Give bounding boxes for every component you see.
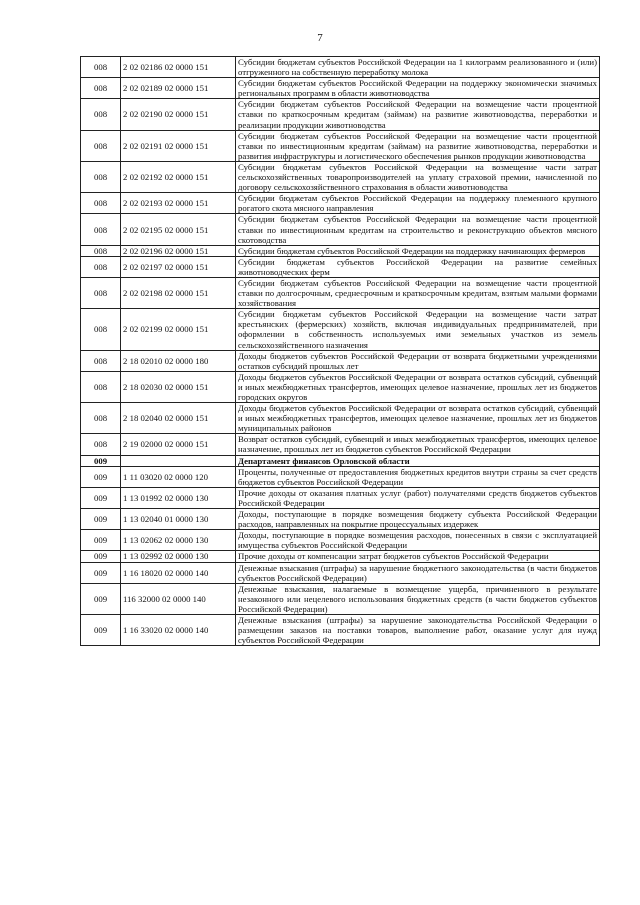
budget-code-cell: 1 13 01992 02 0000 130 bbox=[121, 487, 236, 508]
admin-code-cell: 008 bbox=[81, 214, 121, 245]
table-row bbox=[81, 277, 600, 308]
revenue-name-cell: Денежные взыскания, налагаемые в возмещение ущерба, причиненного в результате незаконного или нецелевого использования бюджетных средств (в части бюджетов субъектов Российской Федерации) bbox=[236, 583, 600, 614]
revenue-name-cell: Прочие доходы от компенсации затрат бюджетов субъектов Российской Федерации bbox=[236, 551, 600, 562]
table-row bbox=[81, 130, 600, 161]
admin-code-cell: 008 bbox=[81, 245, 121, 256]
admin-code-cell: 008 bbox=[81, 193, 121, 214]
revenue-name-cell: Проценты, полученные от предоставления бюджетных кредитов внутри страны за счет средств бюджетов субъектов Российской Федерации bbox=[236, 466, 600, 487]
table-row bbox=[81, 214, 600, 245]
budget-code-cell: 2 02 02195 02 0000 151 bbox=[121, 214, 236, 245]
table-row bbox=[81, 99, 600, 130]
admin-code-cell: 008 bbox=[81, 350, 121, 371]
budget-code-cell: 2 18 02010 02 0000 180 bbox=[121, 350, 236, 371]
budget-code-cell: 2 02 02199 02 0000 151 bbox=[121, 309, 236, 350]
page-number: 7 bbox=[317, 32, 323, 44]
table-row bbox=[81, 562, 600, 583]
table-row bbox=[81, 434, 600, 455]
revenue-name-cell: Денежные взыскания (штрафы) за нарушение бюджетного законодательства (в части бюджетов субъектов Российской Федерации) bbox=[236, 562, 600, 583]
table-row bbox=[81, 509, 600, 530]
revenue-name-cell: Субсидии бюджетам субъектов Российской Федерации на возмещение части затрат крестьянских (фермерских) хозяйств, включая индивидуальных предпринимателей, при оформлении в собственность используемых ими земельных участков из земель сельскохозяйственного назначения bbox=[236, 309, 600, 350]
budget-code-cell: 2 02 02186 02 0000 151 bbox=[121, 57, 236, 78]
revenue-name-cell: Субсидии бюджетам субъектов Российской Федерации на поддержку экономически значимых региональных программ в области животноводства bbox=[236, 78, 600, 99]
admin-code-cell: 009 bbox=[81, 466, 121, 487]
admin-code-cell: 008 bbox=[81, 78, 121, 99]
table-row bbox=[81, 78, 600, 99]
budget-code-cell: 1 13 02992 02 0000 130 bbox=[121, 551, 236, 562]
revenue-name-cell: Субсидии бюджетам субъектов Российской Федерации на возмещение части затрат сельскохозяйственных товаропроизводителей на уплату страховой премии, начисленной по договору сельскохозяйственного страхования в области животноводства bbox=[236, 161, 600, 192]
admin-code-cell: 009 bbox=[81, 551, 121, 562]
table-body bbox=[81, 57, 600, 646]
revenue-name-cell: Субсидии бюджетам субъектов Российской Федерации на поддержку начинающих фермеров bbox=[236, 245, 600, 256]
admin-code-cell: 009 bbox=[81, 562, 121, 583]
budget-code-cell: 1 16 33020 02 0000 140 bbox=[121, 614, 236, 645]
table-row bbox=[81, 487, 600, 508]
budget-code-cell: 1 16 18020 02 0000 140 bbox=[121, 562, 236, 583]
table-row bbox=[81, 256, 600, 277]
revenue-name-cell: Субсидии бюджетам субъектов Российской Федерации на поддержку племенного крупного рогатого скота мясного направления bbox=[236, 193, 600, 214]
revenue-name-cell: Субсидии бюджетам субъектов Российской Федерации на возмещение части процентной ставки по краткосрочным кредитам (займам) на развитие животноводства, переработки и реализации продукции животноводства bbox=[236, 99, 600, 130]
budget-code-cell: 1 13 02062 02 0000 130 bbox=[121, 530, 236, 551]
revenue-name-cell: Субсидии бюджетам субъектов Российской Федерации на возмещение части процентной ставки по долгосрочным, среднесрочным и краткосрочным кредитам, взятым малыми формами хозяйствования bbox=[236, 277, 600, 308]
table-row bbox=[81, 193, 600, 214]
table-row bbox=[81, 614, 600, 645]
revenue-name-cell: Прочие доходы от оказания платных услуг (работ) получателями средств бюджетов субъектов Российской Федерации bbox=[236, 487, 600, 508]
admin-code-cell: 008 bbox=[81, 371, 121, 402]
admin-code-cell: 008 bbox=[81, 256, 121, 277]
budget-code-cell: 1 13 02040 01 0000 130 bbox=[121, 509, 236, 530]
admin-code-cell: 008 bbox=[81, 161, 121, 192]
admin-code-cell: 008 bbox=[81, 434, 121, 455]
table-row bbox=[81, 350, 600, 371]
admin-code-cell: 009 bbox=[81, 614, 121, 645]
budget-code-cell: 1 11 03020 02 0000 120 bbox=[121, 466, 236, 487]
budget-code-cell: 2 02 02191 02 0000 151 bbox=[121, 130, 236, 161]
budget-code-cell: 2 02 02190 02 0000 151 bbox=[121, 99, 236, 130]
admin-code-cell: 008 bbox=[81, 309, 121, 350]
table-row bbox=[81, 466, 600, 487]
table-row bbox=[81, 245, 600, 256]
admin-code-cell: 008 bbox=[81, 130, 121, 161]
budget-code-cell: 2 19 02000 02 0000 151 bbox=[121, 434, 236, 455]
budget-code-cell: 2 18 02030 02 0000 151 bbox=[121, 371, 236, 402]
admin-code-cell: 009 bbox=[81, 583, 121, 614]
admin-code-cell: 008 bbox=[81, 277, 121, 308]
admin-code-cell: 008 bbox=[81, 57, 121, 78]
admin-code-cell: 008 bbox=[81, 99, 121, 130]
admin-code-cell: 009 bbox=[81, 455, 121, 466]
budget-code-cell: 2 18 02040 02 0000 151 bbox=[121, 403, 236, 434]
revenue-name-cell: Доходы бюджетов субъектов Российской Федерации от возврата остатков субсидий, субвенций и иных межбюджетных трансфертов, имеющих целевое назначение, прошлых лет из бюджетов муниципальных районов bbox=[236, 403, 600, 434]
budget-classification-table bbox=[80, 56, 600, 646]
admin-code-cell: 009 bbox=[81, 530, 121, 551]
revenue-name-cell: Субсидии бюджетам субъектов Российской Федерации на развитие семейных животноводческих ферм bbox=[236, 256, 600, 277]
revenue-name-cell: Доходы бюджетов субъектов Российской Федерации от возврата бюджетными учреждениями остатков субсидий прошлых лет bbox=[236, 350, 600, 371]
budget-code-cell: 2 02 02192 02 0000 151 bbox=[121, 161, 236, 192]
table-row bbox=[81, 551, 600, 562]
admin-code-cell: 009 bbox=[81, 487, 121, 508]
budget-code-cell: 116 32000 02 0000 140 bbox=[121, 583, 236, 614]
revenue-name-cell: Департамент финансов Орловской области bbox=[236, 455, 600, 466]
budget-code-cell: 2 02 02193 02 0000 151 bbox=[121, 193, 236, 214]
budget-code-cell bbox=[121, 455, 236, 466]
revenue-name-cell: Доходы, поступающие в порядке возмещения бюджету субъекта Российской Федерации расходов, направленных на покрытие процессуальных издержек bbox=[236, 509, 600, 530]
revenue-name-cell: Денежные взыскания (штрафы) за нарушение законодательства Российской Федерации о размещении заказов на поставки товаров, выполнение работ, оказание услуг для нужд субъектов Российской Федерации bbox=[236, 614, 600, 645]
revenue-name-cell: Возврат остатков субсидий, субвенций и иных межбюджетных трансфертов, имеющих целевое назначение, прошлых лет из бюджетов субъектов Российской Федерации bbox=[236, 434, 600, 455]
table-row bbox=[81, 161, 600, 192]
table-row bbox=[81, 583, 600, 614]
admin-code-cell: 009 bbox=[81, 509, 121, 530]
revenue-name-cell: Доходы, поступающие в порядке возмещения расходов, понесенных в связи с эксплуатацией имущества субъектов Российской Федерации bbox=[236, 530, 600, 551]
table-row bbox=[81, 371, 600, 402]
budget-code-cell: 2 02 02189 02 0000 151 bbox=[121, 78, 236, 99]
admin-code-cell: 008 bbox=[81, 403, 121, 434]
budget-code-cell: 2 02 02196 02 0000 151 bbox=[121, 245, 236, 256]
table-row bbox=[81, 309, 600, 350]
revenue-name-cell: Субсидии бюджетам субъектов Российской Федерации на возмещение части процентной ставки по инвестиционным кредитам (займам) на развитие животноводства, переработки и развития инфраструктуры и логистического обеспечения рынков продукции животноводства bbox=[236, 130, 600, 161]
revenue-name-cell: Субсидии бюджетам субъектов Российской Федерации на возмещение части процентной ставки по инвестиционным кредитам на строительство и реконструкцию объектов мясного скотоводства bbox=[236, 214, 600, 245]
budget-code-cell: 2 02 02197 02 0000 151 bbox=[121, 256, 236, 277]
revenue-name-cell: Субсидии бюджетам субъектов Российской Федерации на 1 килограмм реализованного и (или) отгруженного на собственную переработку молока bbox=[236, 57, 600, 78]
table-row bbox=[81, 455, 600, 466]
table-row bbox=[81, 57, 600, 78]
revenue-name-cell: Доходы бюджетов субъектов Российской Федерации от возврата остатков субсидий, субвенций и иных межбюджетных трансфертов, имеющих целевое назначение, прошлых лет из бюджетов городских округов bbox=[236, 371, 600, 402]
table-row bbox=[81, 530, 600, 551]
budget-code-cell: 2 02 02198 02 0000 151 bbox=[121, 277, 236, 308]
table-row bbox=[81, 403, 600, 434]
